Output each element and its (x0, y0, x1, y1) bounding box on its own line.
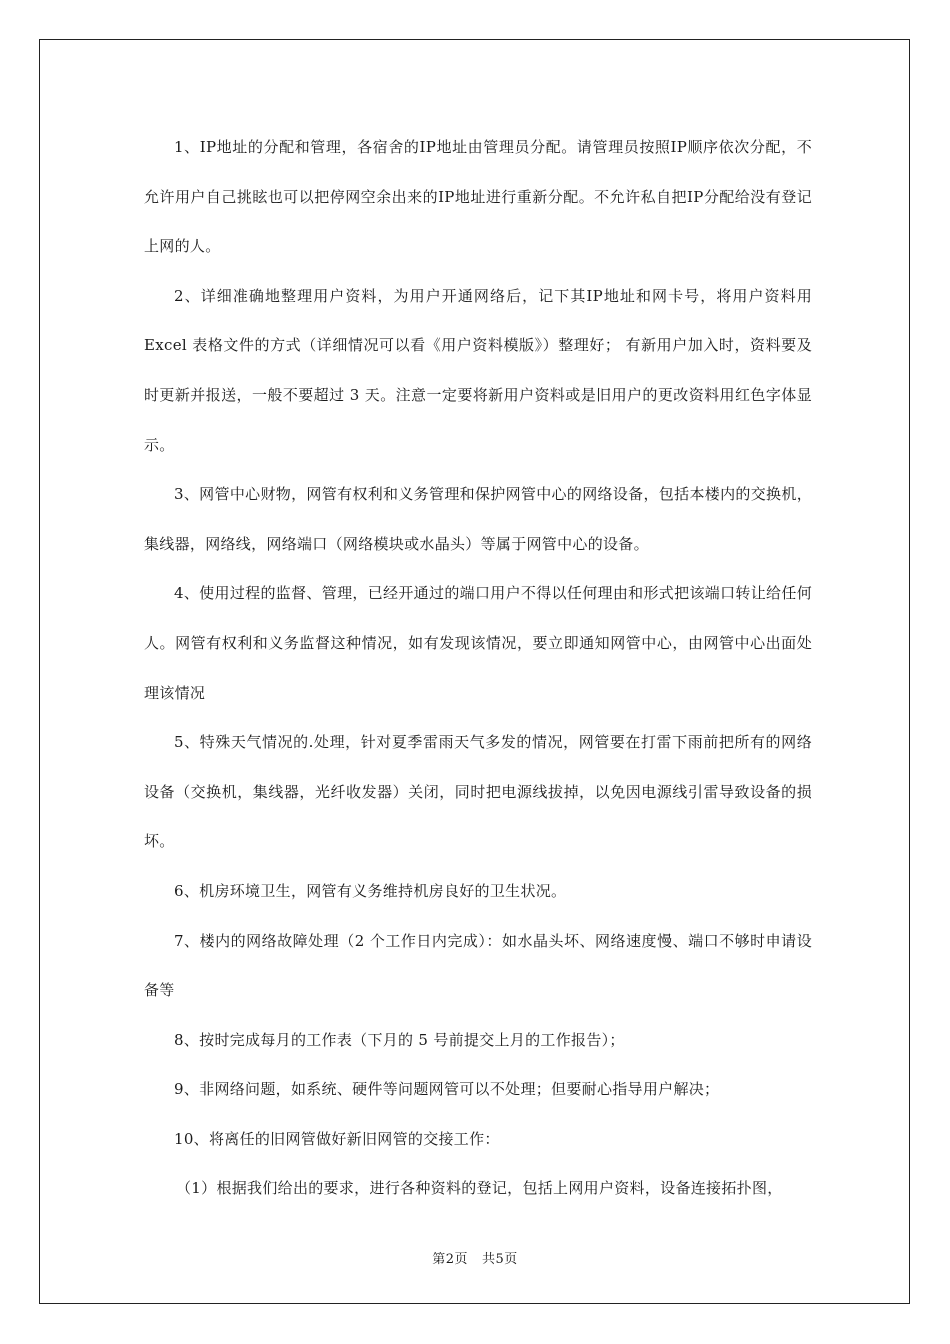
paragraph-2: 2、详细准确地整理用户资料，为用户开通网络后，记下其IP地址和网卡号，将用户资料用Excel 表格文件的方式（详细情况可以看《用户资料模版》）整理好； 有新用户加入时，资料要及时更新并报送，一般不要超过 3 天。注意一定要将新用户资料或是旧用户的更改资料用红色字体显示。 (144, 286, 812, 454)
paragraph-4: 4、使用过程的监督、管理，已经开通过的端口用户不得以任何理由和形式把该端口转让给任何人。网管有权利和义务监督这种情况，如有发现该情况，要立即通知网管中心，由网管中心出面处理该情况 (144, 584, 812, 702)
page-total: 共5页 (482, 1252, 518, 1267)
document-body (144, 123, 812, 1214)
page-footer (0, 1248, 950, 1267)
paragraph-6: 6、机房环境卫生，网管有义务维持机房良好的卫生状况。 (174, 881, 567, 900)
paragraph-7: 7、楼内的网络故障处理（2 个工作日内完成）：如水晶头坏、网络速度慢、端口不够时申请设备等 (144, 931, 812, 1000)
paragraph-3: 3、网管中心财物，网管有权利和义务管理和保护网管中心的网络设备，包括本楼内的交换机，集线器，网络线，网络端口（网络模块或水晶头）等属于网管中心的设备。 (144, 485, 812, 553)
paragraph-8: 8、按时完成每月的工作表（下月的 5 号前提交上月的工作报告）； (174, 1030, 625, 1049)
paragraph-10: 10、将离任的旧网管做好新旧网管的交接工作： (174, 1129, 500, 1148)
paragraph-1: 1、IP地址的分配和管理，各宿舍的IP地址由管理员分配。请管理员按照IP顺序依次分配，不允许用户自己挑眩也可以把停网空余出来的IP地址进行重新分配。不允许私自把IP分配给没有登记上网的人。 (144, 138, 812, 256)
paragraph-11: （1）根据我们给出的要求，进行各种资料的登记，包括上网用户资料，设备连接拓扑图， (176, 1179, 783, 1198)
paragraph-9: 9、非网络问题，如系统、硬件等问题网管可以不处理；但要耐心指导用户解决； (174, 1080, 720, 1099)
page-number: 第2页 (432, 1252, 468, 1267)
paragraph-5: 5、特殊天气情况的.处理，针对夏季雷雨天气多发的情况，网管要在打雷下雨前把所有的网络设备（交换机，集线器，光纤收发器）关闭，同时把电源线拔掉，以免因电源线引雷导致设备的损坏。 (144, 733, 812, 851)
